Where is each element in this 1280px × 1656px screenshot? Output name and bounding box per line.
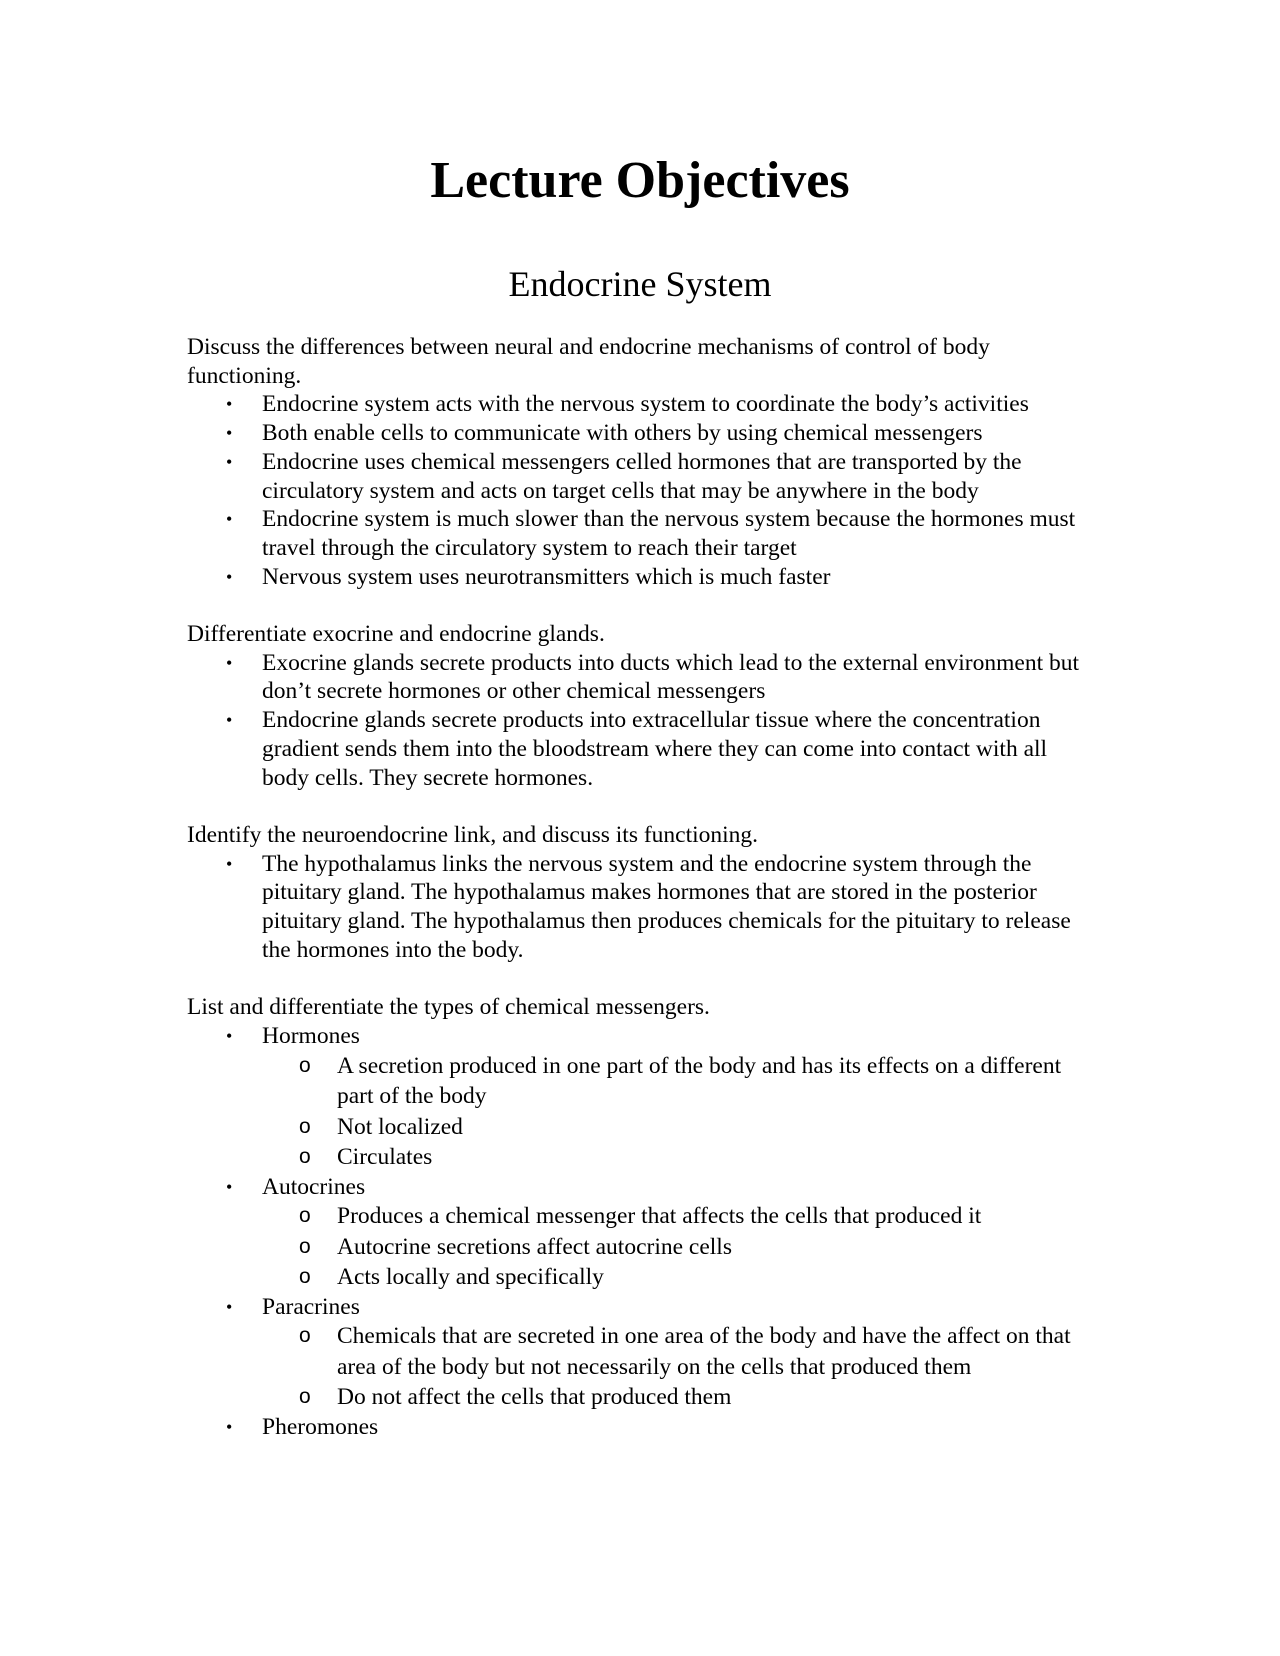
bullet-list [187, 1022, 1087, 1442]
bullet-icon: • [226, 710, 233, 731]
sub-list-item [187, 1051, 1087, 1112]
sub-bullet-icon: o [299, 1114, 311, 1138]
list-item-text: Exocrine glands secrete products into ducts which lead to the external environment but don’t secrete hormones or other chemical messengers [262, 649, 1080, 705]
sub-bullet-icon: o [299, 1234, 311, 1258]
sub-list-item-text: Chemicals that are secreted in one area of the body and have the affect on that area of the body but not necessarily on the cells that produced them [337, 1323, 1071, 1380]
objective-section [187, 333, 1087, 591]
bullet-icon: • [226, 652, 233, 673]
sub-list-item [187, 1201, 1087, 1232]
bullet-icon: • [226, 509, 233, 530]
sub-list-item-text: Autocrine secretions affect autocrine cells [337, 1233, 732, 1260]
sub-bullet-list [262, 1051, 1087, 1173]
list-item [187, 1022, 1087, 1173]
list-item-text: Both enable cells to communicate with others by using chemical messengers [262, 420, 983, 447]
objective-section [187, 821, 1087, 965]
list-item [187, 390, 1087, 419]
bullet-list [187, 390, 1087, 591]
sub-bullet-icon: o [299, 1145, 311, 1169]
list-item [187, 850, 1087, 965]
sub-list-item [187, 1112, 1087, 1143]
list-item-text: Paracrines [262, 1293, 360, 1320]
sub-list-item-text: Produces a chemical messenger that affects the cells that produced it [337, 1203, 982, 1230]
sub-bullet-list [262, 1321, 1087, 1413]
list-item [187, 706, 1087, 792]
sub-list-item-text: Do not affect the cells that produced them [337, 1384, 732, 1411]
list-item [187, 505, 1087, 562]
list-item [187, 563, 1087, 592]
list-item-text: Endocrine uses chemical messengers celled hormones that are transported by the circulatory system and acts on target cells that may be anywhere in the body [262, 448, 1022, 504]
sub-list-item [187, 1142, 1087, 1173]
bullet-icon: • [226, 451, 233, 472]
list-item [187, 419, 1087, 448]
sub-bullet-icon: o [299, 1265, 311, 1289]
document-body [187, 333, 1087, 1470]
list-item-text: Endocrine system is much slower than the nervous system because the hormones must travel through the circulatory system to reach their target [262, 506, 1076, 561]
page-title: Lecture Objectives [430, 152, 850, 209]
list-item-text: Endocrine system acts with the nervous system to coordinate the body’s activities [262, 391, 1029, 418]
list-item-text: Hormones [262, 1022, 360, 1049]
sub-list-item-text: Circulates [337, 1144, 433, 1171]
objective-heading: List and differentiate the types of chemical messengers. [187, 994, 710, 1021]
list-item [187, 448, 1087, 505]
sub-list-item [187, 1382, 1087, 1413]
objective-heading: Identify the neuroendocrine link, and discuss its functioning. [187, 821, 759, 848]
sub-bullet-list [262, 1201, 1087, 1293]
objective-heading: Differentiate exocrine and endocrine glands. [187, 621, 605, 648]
bullet-icon: • [226, 423, 233, 444]
bullet-icon: • [226, 1296, 233, 1317]
sub-list-item-text: A secretion produced in one part of the body and has its effects on a different part of the body [337, 1052, 1062, 1110]
objective-section [187, 993, 1087, 1442]
list-item-text: Autocrines [262, 1173, 366, 1200]
list-item-text: Endocrine glands secrete products into extracellular tissue where the concentration gradient sends them into the bloodstream where they can come into contact with all body cells. They secrete hormones. [262, 707, 1048, 791]
bullet-icon: • [226, 1176, 233, 1197]
list-item-text: Nervous system uses neurotransmitters which is much faster [262, 563, 831, 590]
objective-section [187, 620, 1087, 792]
list-item-text: Pheromones [262, 1413, 379, 1440]
sub-list-item [187, 1232, 1087, 1263]
list-item [187, 649, 1087, 706]
list-item [187, 1413, 1087, 1442]
bullet-icon: • [226, 1416, 233, 1437]
bullet-icon: • [226, 1025, 233, 1046]
sub-bullet-icon: o [299, 1385, 311, 1409]
bullet-icon: • [226, 394, 233, 415]
bullet-list [187, 649, 1087, 793]
sub-bullet-icon: o [299, 1204, 311, 1228]
objective-heading: Discuss the differences between neural and endocrine mechanisms of control of body functioning. [187, 334, 990, 389]
bullet-icon: • [226, 853, 233, 874]
bullet-list [187, 850, 1087, 965]
list-item-text: The hypothalamus links the nervous system and the endocrine system through the pituitary gland. The hypothalamus makes hormones that are stored in the posterior pituitary gland. The hypothalamus then produces chemicals for the pituitary to release the hormones into the body. [262, 850, 1071, 963]
sub-list-item-text: Acts locally and specifically [337, 1264, 604, 1291]
sub-list-item [187, 1321, 1087, 1382]
sub-list-item [187, 1262, 1087, 1293]
bullet-icon: • [226, 566, 233, 587]
list-item [187, 1173, 1087, 1293]
page-subtitle: Endocrine System [508, 264, 772, 304]
sub-list-item-text: Not localized [337, 1113, 463, 1140]
list-item [187, 1293, 1087, 1413]
sub-bullet-icon: o [299, 1053, 311, 1077]
sub-bullet-icon: o [299, 1324, 311, 1348]
